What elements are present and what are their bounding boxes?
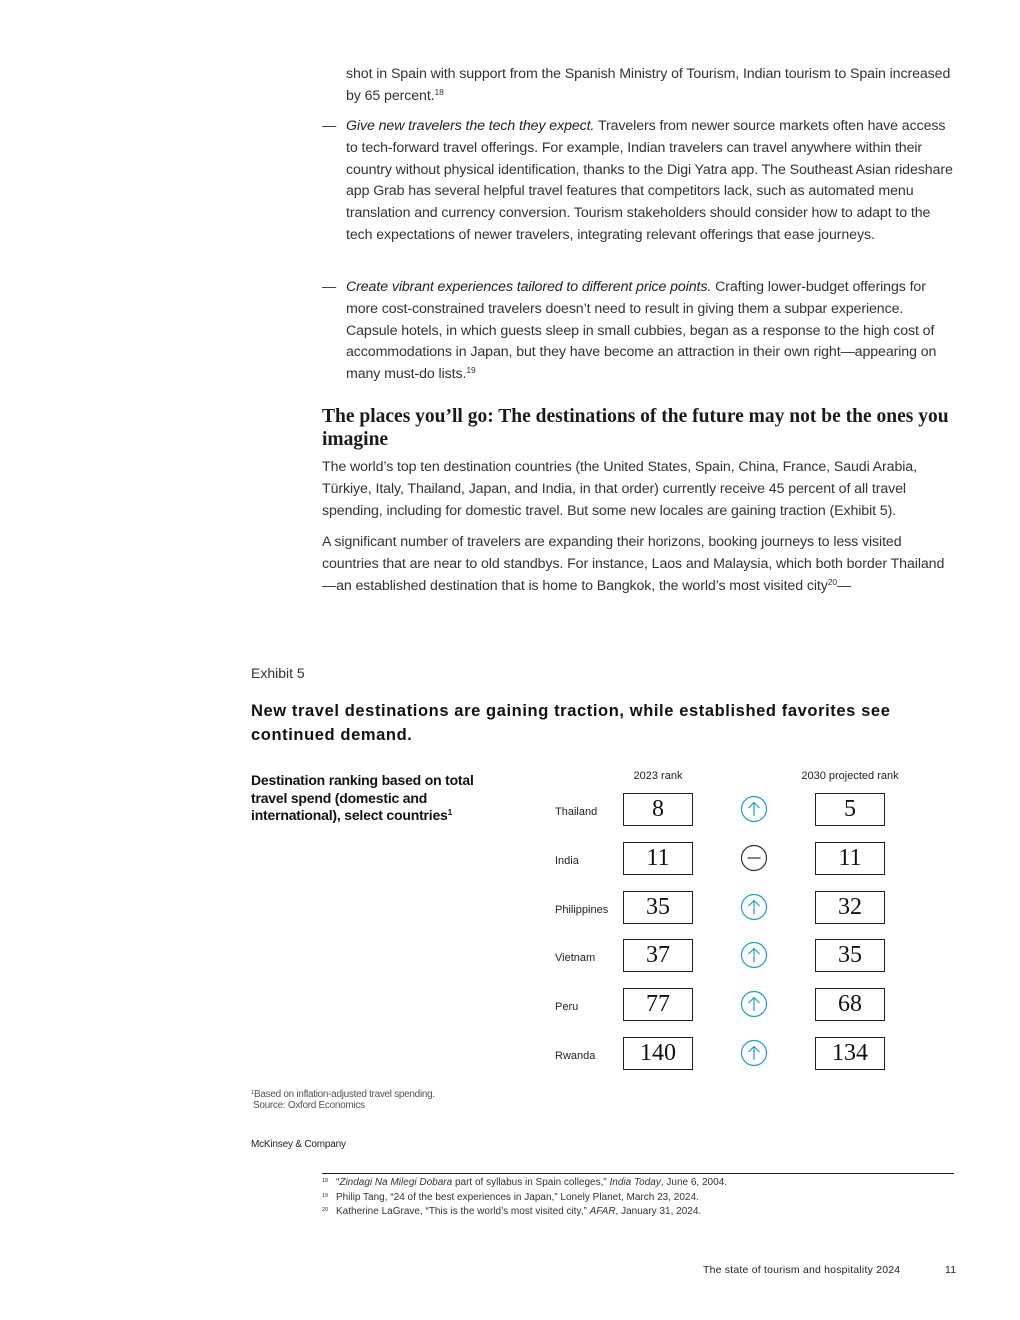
rank-2030-box: 68: [815, 988, 885, 1021]
footnote-row: [322, 1192, 699, 1203]
exhibit-title: New travel destinations are gaining traction, while established favorites see continued demand.: [251, 702, 891, 744]
brand-name: McKinsey & Company: [251, 1139, 346, 1150]
country-label: India: [555, 854, 579, 867]
exhibit-subtitle: [251, 772, 491, 825]
rank-2023-box: 77: [623, 988, 693, 1021]
footnote-italic: Zindagi Na Milegi Dobara: [339, 1177, 453, 1188]
continuation-text: shot in Spain with support from the Spanish Ministry of Tourism, Indian tourism to Spain increased by 65 percent.: [346, 66, 951, 104]
footnote-number: 19: [322, 1192, 329, 1199]
footnote-part: , January 31, 2024.: [615, 1206, 702, 1217]
arrow-up-circle-icon: [740, 795, 768, 823]
rank-2030-box: 11: [815, 842, 885, 875]
arrow-up-circle-icon: [740, 1039, 768, 1067]
paragraph-expanding-horizons: [322, 532, 954, 597]
exhibit-label: Exhibit 5: [251, 665, 305, 681]
footnote-part: , June 6, 2004.: [660, 1177, 728, 1188]
rank-2023-box: 35: [623, 891, 693, 924]
footnote-divider: [322, 1173, 954, 1174]
note-text: Based on inflation-adjusted travel spending.: [254, 1089, 435, 1100]
exhibit-note: [251, 1089, 435, 1100]
footnote-part: Katherine LaGrave, “This is the world’s most visited city,”: [336, 1206, 590, 1217]
country-label: Vietnam: [555, 952, 596, 965]
footnote-ref[interactable]: 19: [466, 365, 476, 376]
footnote-ref: 1: [447, 807, 453, 817]
column-header-2030: 2030 projected rank: [801, 770, 899, 782]
bullet-lead: Give new travelers the tech they expect.: [346, 118, 595, 134]
rank-2023-box: 140: [623, 1037, 693, 1070]
rank-2030-box: 35: [815, 939, 885, 972]
country-label: Rwanda: [555, 1050, 596, 1062]
bullet-dash: —: [322, 279, 337, 295]
footnote-row: [322, 1206, 701, 1217]
rank-2030-box: 32: [815, 891, 885, 924]
footnote-text: [336, 1192, 699, 1203]
footnote-row: [322, 1177, 727, 1188]
paragraph-text: A significant number of travelers are expanding their horizons, booking journeys to less visited countries that are near to old standbys. For instance, Laos and Malaysia, which both border Thailand—an established destination that is home to Bangkok, the world’s most visited city: [322, 534, 945, 594]
continuation-paragraph: [346, 64, 954, 108]
country-label: Thailand: [555, 806, 598, 818]
footnote-part: “: [336, 1177, 340, 1188]
bullet-lead: Create vibrant experiences tailored to different price points.: [346, 279, 712, 295]
paragraph-top-destinations: The world’s top ten destination countries (the United States, Spain, China, France, Saudi Arabia, Türkiye, Italy, Thailand, Japan, and India, in that order) currently receive 45 percent of all travel spending, including for domestic travel. But some new locales are gaining traction (Exhibit 5).: [322, 459, 917, 519]
bullet-text: Crafting lower-budget offerings for more cost-constrained travelers doesn’t need to result in giving them a subpar experience. Capsule hotels, in which guests sleep in small cubbies, began as a response to the high cost of accommodations in Japan, but they have become an attraction in their own right—appearing on many must-do lists.: [346, 279, 937, 383]
bullet-dash: —: [322, 118, 337, 134]
country-label: Philippines: [555, 903, 609, 916]
footnote-ref[interactable]: 18: [434, 86, 444, 97]
rank-2030-box: 134: [815, 1037, 885, 1070]
footnote-italic: AFAR: [589, 1206, 616, 1217]
arrow-up-circle-icon: [740, 893, 768, 921]
bullet-price-points: [322, 277, 954, 386]
footnote-text: [336, 1177, 727, 1188]
rank-2030-box: 5: [815, 793, 885, 826]
section-heading: The places you’ll go: The destinations of the future may not be the ones you imagine: [322, 406, 949, 450]
exhibit-source: Source: Oxford Economics: [253, 1100, 365, 1111]
footnote-part: Philip Tang, “24 of the best experiences in Japan,” Lonely Planet, March 23, 2024.: [336, 1191, 699, 1203]
footer-report-title: The state of tourism and hospitality 2024: [703, 1264, 901, 1276]
paragraph-dash: —: [836, 577, 852, 594]
column-header-2023: 2023 rank: [633, 770, 683, 782]
footnote-part: part of syllabus in Spain colleges,”: [452, 1177, 610, 1188]
arrow-up-circle-icon: [740, 941, 768, 969]
rank-2023-box: 37: [623, 939, 693, 972]
country-label: Peru: [555, 1001, 579, 1014]
rank-2023-box: 8: [623, 793, 693, 826]
bullet-text: Travelers from newer source markets often have access to tech-forward travel offerings. For example, Indian travelers can travel anywhere within their country without physical identification, thanks to the Digi Yatra app. The Southeast Asian rideshare app Grab has several helpful travel features that competitors lack, such as automated menu translation and currency conversion. Tourism stakeholders should consider how to adapt to the tech expectations of newer travelers, integrating relevant offerings that ease journeys.: [346, 118, 953, 243]
bullet-tech: [322, 116, 954, 247]
footnote-italic: India Today: [609, 1177, 661, 1188]
rank-2023-box: 11: [623, 842, 693, 875]
footnote-number: 18: [322, 1178, 329, 1184]
note-number: 1: [251, 1090, 255, 1096]
dash-circle-icon: [740, 844, 768, 872]
footnote-number: 20: [322, 1207, 329, 1213]
subtitle-text: Destination ranking based on total travel spend (domestic and international), select countries: [251, 772, 474, 823]
footnote-ref[interactable]: 20: [827, 576, 837, 587]
page-number: 11: [945, 1264, 957, 1276]
footnote-text: [336, 1206, 701, 1217]
arrow-up-circle-icon: [740, 990, 768, 1018]
